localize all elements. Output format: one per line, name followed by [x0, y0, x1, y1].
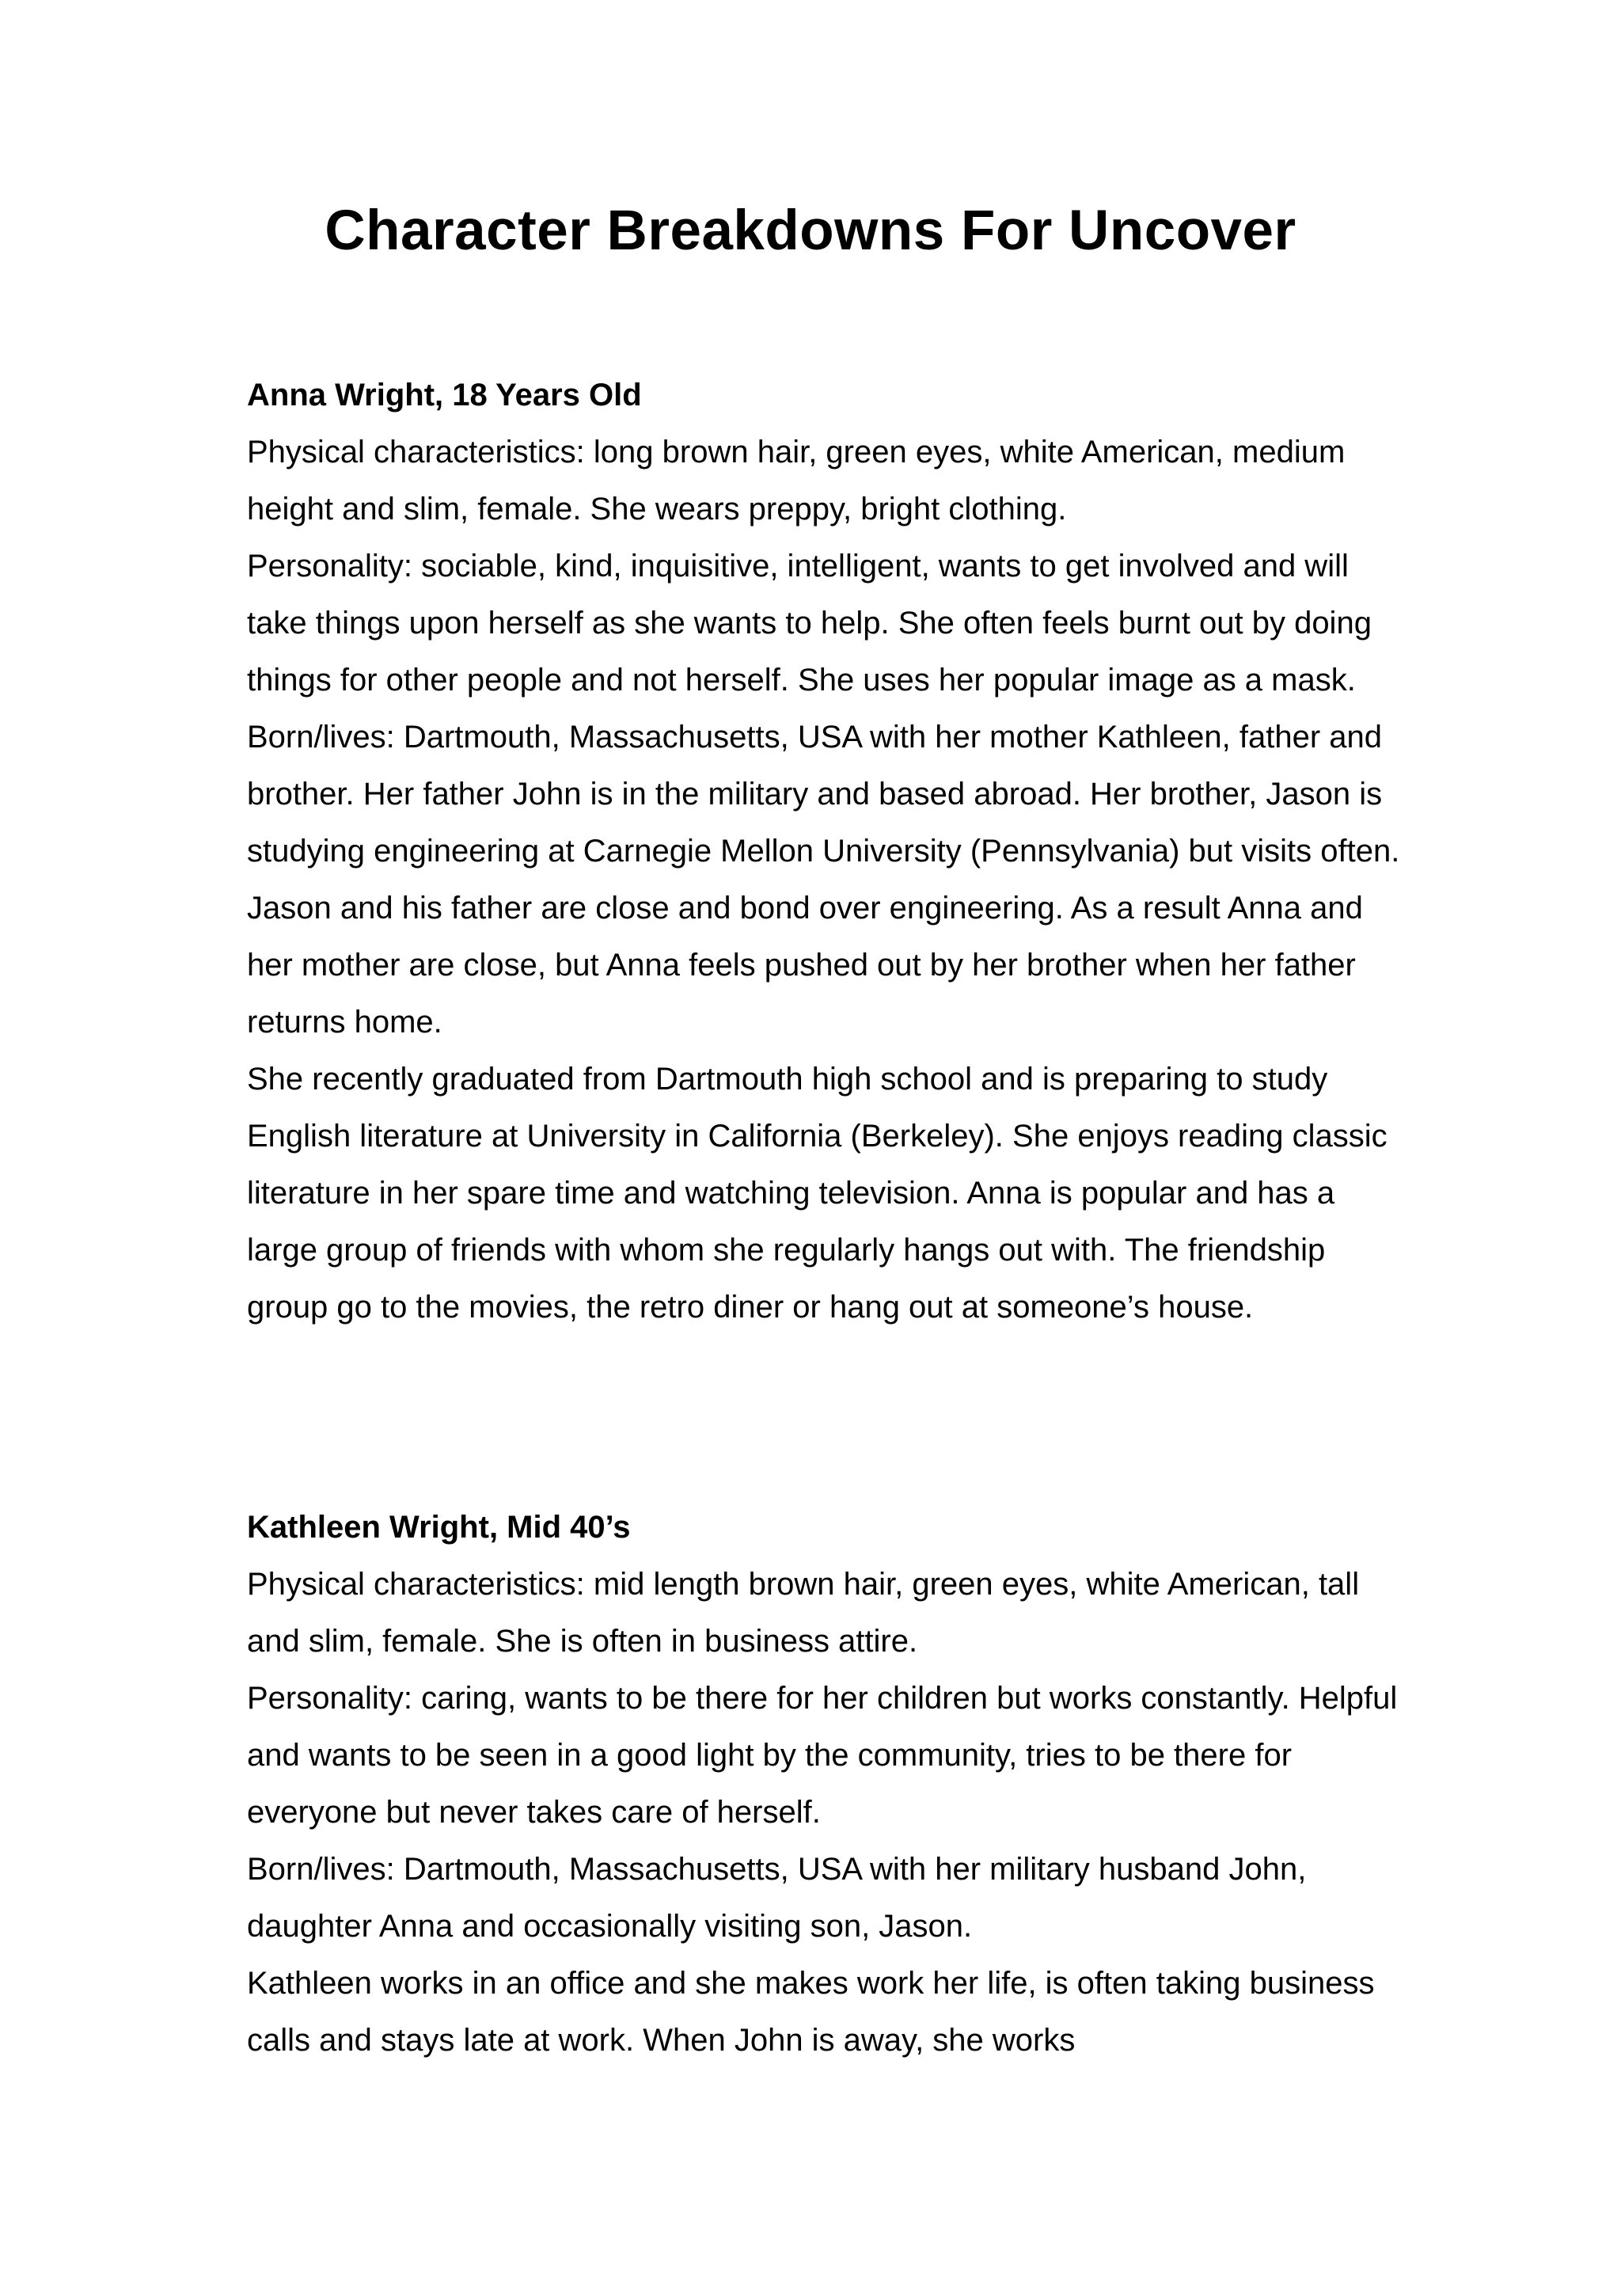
- born-lives-paragraph: Born/lives: Dartmouth, Massachusetts, USA with her mother Kathleen, father and brother. Her father John is in the military and based abroad. Her brother, Jason is studying engineering at Carnegie Mellon University (Pennsylvania) but visits often. Jason and his father are close and bond over engineering. As a result Anna and her mother are close, but Anna feels pushed out by her brother when her father returns home.: [247, 720, 1400, 1040]
- document-title: Character Breakdowns For Uncover: [325, 200, 1296, 262]
- born-lives-paragraph: Born/lives: Dartmouth, Massachusetts, USA with her military husband John, daughter Anna and occasionally visiting son, Jason.: [247, 1852, 1307, 1944]
- personality-paragraph: Personality: sociable, kind, inquisitive, intelligent, wants to get involved and will take things upon herself as she wants to help. She often feels burnt out by doing things for other people and not herself. She uses her popular image as a mask.: [247, 549, 1372, 698]
- background-paragraph: She recently graduated from Dartmouth high school and is preparing to study English literature at University in California (Berkeley). She enjoys reading classic literature in her spare time and watching television. Anna is popular and has a large group of friends with whom she regularly hangs out with. The friendship group go to the movies, the retro diner or hang out at someone’s house.: [247, 1062, 1388, 1325]
- character-section-kathleen: [247, 1499, 1403, 2069]
- character-heading: Anna Wright, 18 Years Old: [247, 378, 642, 412]
- character-section-anna: [247, 367, 1403, 1336]
- background-paragraph: Kathleen works in an office and she makes work her life, is often taking business calls and stays late at work. When John is away, she works: [247, 1966, 1375, 2058]
- physical-characteristics-paragraph: Physical characteristics: long brown hair, green eyes, white American, medium height and slim, female. She wears preppy, bright clothing.: [247, 435, 1346, 526]
- personality-paragraph: Personality: caring, wants to be there for her children but works constantly. Helpful and wants to be seen in a good light by the community, tries to be there for everyone but never takes care of herself.: [247, 1681, 1398, 1830]
- physical-characteristics-paragraph: Physical characteristics: mid length brown hair, green eyes, white American, tall and slim, female. She is often in business attire.: [247, 1567, 1360, 1659]
- character-heading: Kathleen Wright, Mid 40’s: [247, 1510, 631, 1545]
